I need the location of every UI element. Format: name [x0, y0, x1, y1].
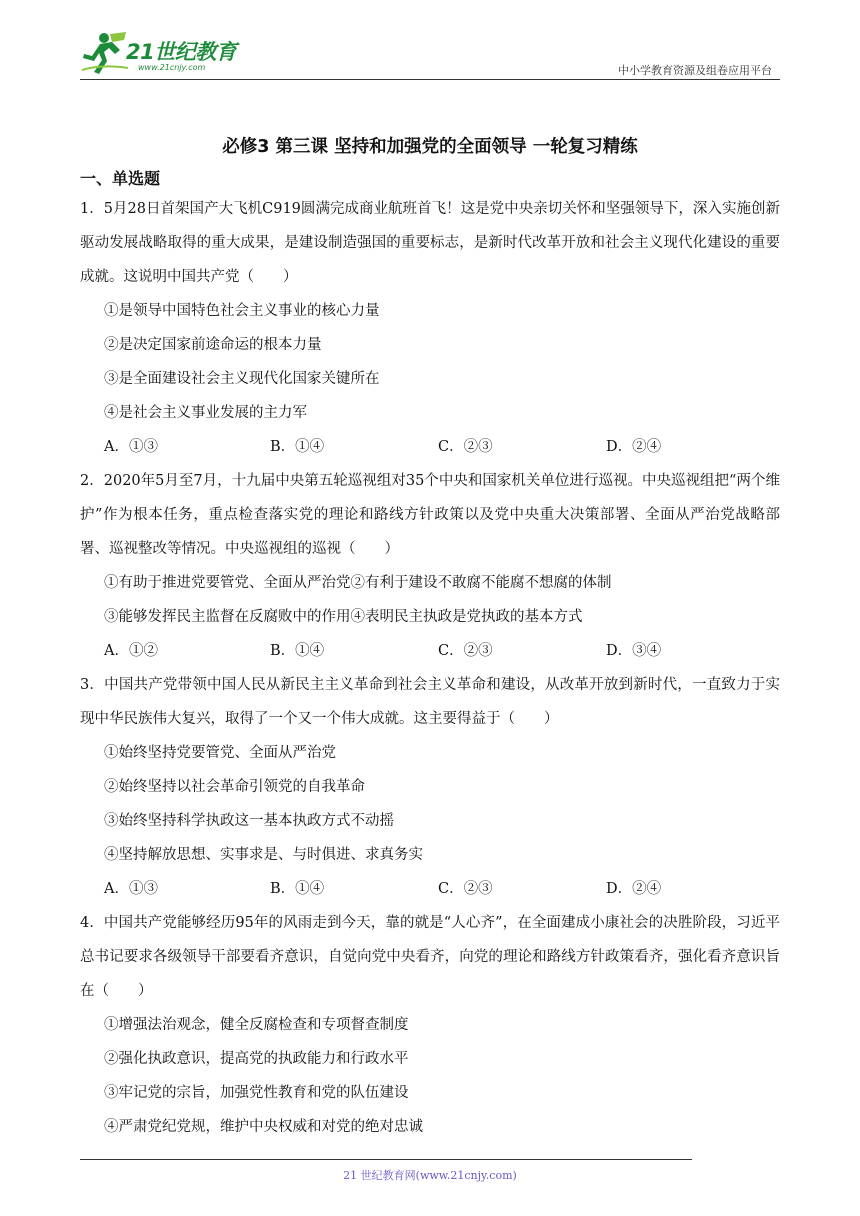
statement-option: ③是全面建设社会主义现代化国家关键所在 — [104, 371, 380, 387]
page-title: 必修3 第三课 坚持和加强党的全面领导 一轮复习精练 — [222, 137, 638, 157]
question — [80, 906, 780, 1144]
choice-b[interactable]: B．①④ — [270, 643, 325, 659]
statement-option: ①是领导中国特色社会主义事业的核心力量 — [104, 303, 380, 319]
statement-option: ④坚持解放思想、实事求是、与时俱进、求真务实 — [104, 847, 423, 863]
choice-c[interactable]: C．②③ — [438, 881, 493, 897]
answer-choices — [80, 634, 780, 668]
choice-c[interactable]: C．②③ — [438, 439, 493, 455]
choice-b[interactable]: B．①④ — [270, 439, 325, 455]
statement-option: ②始终坚持以社会革命引领党的自我革命 — [104, 779, 365, 795]
statement-option: ④是社会主义事业发展的主力军 — [104, 405, 307, 421]
choice-d[interactable]: D．③④ — [606, 643, 662, 659]
choice-d[interactable]: D．②④ — [606, 439, 662, 455]
site-logo[interactable] — [80, 30, 250, 78]
choice-d[interactable]: D．②④ — [606, 881, 662, 897]
logo-url: www.21cnjy.com — [138, 63, 206, 72]
statement-option: ③牢记党的宗旨，加强党性教育和党的队伍建设 — [104, 1085, 409, 1101]
statement-option: ②强化执政意识，提高党的执政能力和行政水平 — [104, 1051, 409, 1067]
question — [80, 668, 780, 906]
page-header — [80, 30, 780, 80]
question-stem: 4．中国共产党能够经历95年的风雨走到今天，靠的就是“人心齐”，在全面建成小康社会的决胜阶段，习近平总书记要求各级领导干部要看齐意识，自觉向党中央看齐，向党的理论和路线方针政策看齐，强化看齐意识旨在（ ） — [80, 915, 780, 999]
platform-tagline: 中小学教育资源及组卷应用平台 — [618, 64, 772, 77]
statement-option: ①增强法治观念，健全反腐检查和专项督查制度 — [104, 1017, 409, 1033]
choice-a[interactable]: A．①③ — [104, 439, 158, 455]
statement-option: ③始终坚持科学执政这一基本执政方式不动摇 — [104, 813, 394, 829]
answer-choices — [80, 430, 780, 464]
question-stem: 3．中国共产党带领中国人民从新民主主义革命到社会主义革命和建设，从改革开放到新时代，一直致力于实现中华民族伟大复兴，取得了一个又一个伟大成就。这主要得益于（ ） — [80, 677, 780, 727]
question — [80, 464, 780, 668]
statement-option: ①有助于推进党要管党、全面从严治党②有利于建设不敢腐不能腐不想腐的体制 — [104, 575, 612, 591]
choice-a[interactable]: A．①② — [104, 643, 158, 659]
footer-divider — [80, 1159, 692, 1160]
answer-choices — [80, 872, 780, 906]
statement-option: ④严肃党纪党规，维护中央权威和对党的绝对忠诚 — [104, 1119, 423, 1135]
statement-option: ②是决定国家前途命运的根本力量 — [104, 337, 322, 353]
choice-c[interactable]: C．②③ — [438, 643, 493, 659]
header-divider — [80, 79, 780, 80]
logo-text: 21世纪教育 — [126, 40, 237, 64]
runner-logo-icon — [80, 30, 130, 76]
choice-a[interactable]: A．①③ — [104, 881, 158, 897]
statement-option: ①始终坚持党要管党、全面从严治党 — [104, 745, 336, 761]
question-stem: 1．5月28日首架国产大飞机C919圆满完成商业航班首飞！这是党中央亲切关怀和坚强领导下，深入实施创新驱动发展战略取得的重大成果，是建设制造强国的重要标志，是新时代改革开放和社会主义现代化建设的重要成就。这说明中国共产党（ ） — [80, 201, 780, 285]
statement-option: ③能够发挥民主监督在反腐败中的作用④表明民主执政是党执政的基本方式 — [104, 609, 583, 625]
question-stem: 2．2020年5月至7月，十九届中央第五轮巡视组对35个中央和国家机关单位进行巡视。中央巡视组把“两个维护”作为根本任务，重点检查落实党的理论和路线方针政策以及党中央重大决策部署、全面从严治党战略部署、巡视整改等情况。中央巡视组的巡视（ ） — [80, 473, 780, 557]
question — [80, 192, 780, 464]
footer-link[interactable]: 21 世纪教育网(www.21cnjy.com) — [343, 1169, 517, 1182]
section-heading: 一、单选题 — [80, 169, 161, 188]
choice-b[interactable]: B．①④ — [270, 881, 325, 897]
question-list — [80, 192, 780, 1144]
